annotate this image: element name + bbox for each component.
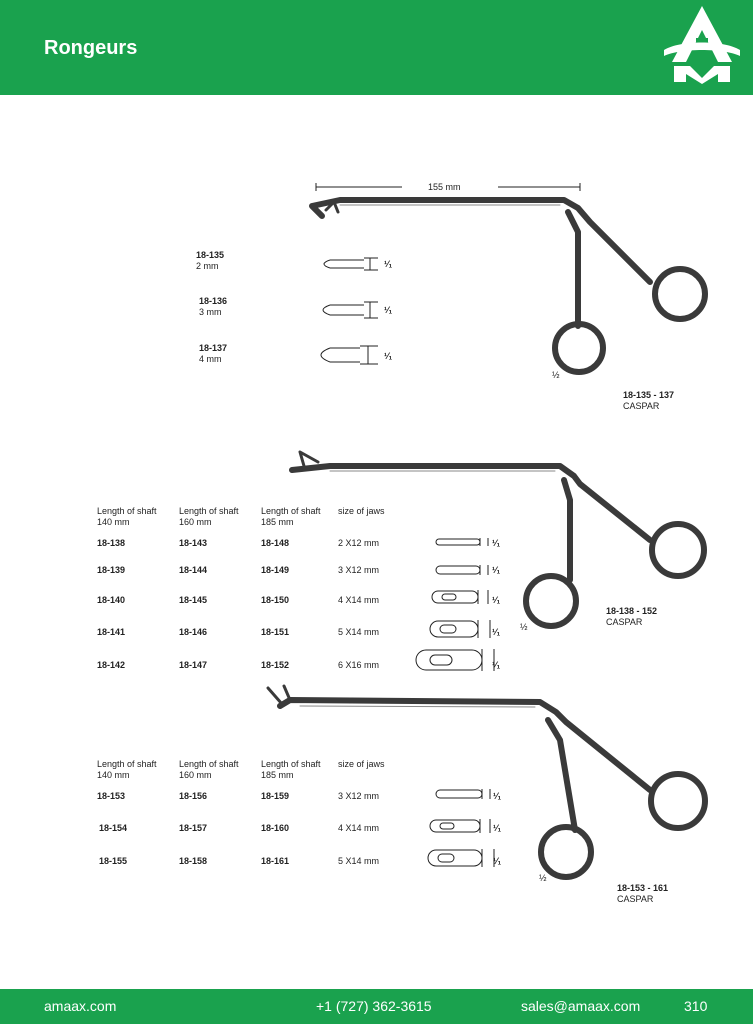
jaw-tip-icons-3 [428, 789, 494, 867]
page-number: 310 [684, 998, 708, 1014]
jaw-size: 5 X14 mm [338, 627, 380, 637]
item-code: 18-155 [99, 856, 128, 866]
item-code: 18-135 [196, 250, 225, 260]
jaw-size: 3 X12 mm [338, 565, 380, 575]
email-link[interactable]: sales@amaax.com [521, 998, 641, 1014]
item-code: 18-142 [97, 660, 126, 670]
item-code: 18-139 [97, 565, 126, 575]
item-size: 4 mm [199, 354, 222, 364]
product-range: 18-153 - 161 [617, 883, 669, 893]
jaw-scale: ¹⁄₁ [384, 305, 393, 315]
product-name: CASPAR [606, 617, 643, 627]
item-code: 18-145 [179, 595, 208, 605]
item-code: 18-136 [199, 296, 228, 306]
jaw-size: 6 X16 mm [338, 660, 380, 670]
item-code: 18-137 [199, 343, 228, 353]
column-subheader: 160 mm [179, 517, 212, 527]
jaw-scale: ¹⁄₁ [492, 627, 501, 637]
column-header: Length of shaft [179, 759, 239, 769]
item-code: 18-149 [261, 565, 290, 575]
product-name: CASPAR [623, 401, 660, 411]
jaw-tip-icons-1 [321, 258, 378, 364]
jaw-size: 4 X14 mm [338, 595, 380, 605]
column-subheader: 160 mm [179, 770, 212, 780]
instrument-scale: ½ [539, 873, 547, 883]
column-header: Length of shaft [97, 506, 157, 516]
jaw-scale: ¹⁄₁ [492, 595, 501, 605]
jaw-scale: ¹⁄₁ [492, 565, 501, 575]
column-header: size of jaws [338, 759, 385, 769]
jaw-size: 4 X14 mm [338, 823, 380, 833]
jaw-scale: ¹⁄₁ [493, 856, 502, 866]
jaw-size: 3 X12 mm [338, 791, 380, 801]
item-code: 18-148 [261, 538, 290, 548]
column-header: size of jaws [338, 506, 385, 516]
item-code: 18-160 [261, 823, 290, 833]
rongeur-instrument-3 [268, 686, 705, 877]
column-subheader: 140 mm [97, 770, 130, 780]
page-footer [0, 989, 753, 1024]
item-code: 18-151 [261, 627, 290, 637]
product-range: 18-138 - 152 [606, 606, 658, 616]
item-code: 18-146 [179, 627, 208, 637]
phone-number[interactable]: +1 (727) 362-3615 [316, 998, 432, 1014]
item-code: 18-143 [179, 538, 208, 548]
column-header: Length of shaft [97, 759, 157, 769]
jaw-size: 5 X14 mm [338, 856, 380, 866]
column-subheader: 140 mm [97, 517, 130, 527]
item-code: 18-157 [179, 823, 208, 833]
item-code: 18-147 [179, 660, 208, 670]
item-size: 3 mm [199, 307, 222, 317]
item-code: 18-141 [97, 627, 126, 637]
jaw-scale: ¹⁄₁ [384, 351, 393, 361]
item-code: 18-159 [261, 791, 290, 801]
product-range: 18-135 - 137 [623, 390, 675, 400]
item-code: 18-161 [261, 856, 290, 866]
jaw-size: 2 X12 mm [338, 538, 380, 548]
item-code: 18-138 [97, 538, 126, 548]
website-link[interactable]: amaax.com [44, 998, 117, 1014]
item-code: 18-158 [179, 856, 208, 866]
product-name: CASPAR [617, 894, 654, 904]
jaw-scale: ¹⁄₁ [493, 791, 502, 801]
item-code: 18-152 [261, 660, 290, 670]
item-code: 18-140 [97, 595, 126, 605]
item-code: 18-150 [261, 595, 290, 605]
jaw-scale: ¹⁄₁ [492, 660, 501, 670]
item-size: 2 mm [196, 261, 219, 271]
item-code: 18-154 [99, 823, 128, 833]
column-header: Length of shaft [261, 506, 321, 516]
column-header: Length of shaft [261, 759, 321, 769]
column-subheader: 185 mm [261, 517, 294, 527]
item-code: 18-144 [179, 565, 208, 575]
jaw-scale: ¹⁄₁ [493, 823, 502, 833]
instrument-scale: ½ [552, 370, 560, 380]
jaw-scale: ¹⁄₁ [492, 538, 501, 548]
instrument-scale: ½ [520, 622, 528, 632]
page-title: Rongeurs [44, 37, 138, 59]
jaw-tip-icons-2 [416, 538, 494, 671]
item-code: 18-153 [97, 791, 126, 801]
item-code: 18-156 [179, 791, 208, 801]
dimension-label: 155 mm [428, 182, 461, 192]
jaw-scale: ¹⁄₁ [384, 259, 393, 269]
column-subheader: 185 mm [261, 770, 294, 780]
column-header: Length of shaft [179, 506, 239, 516]
